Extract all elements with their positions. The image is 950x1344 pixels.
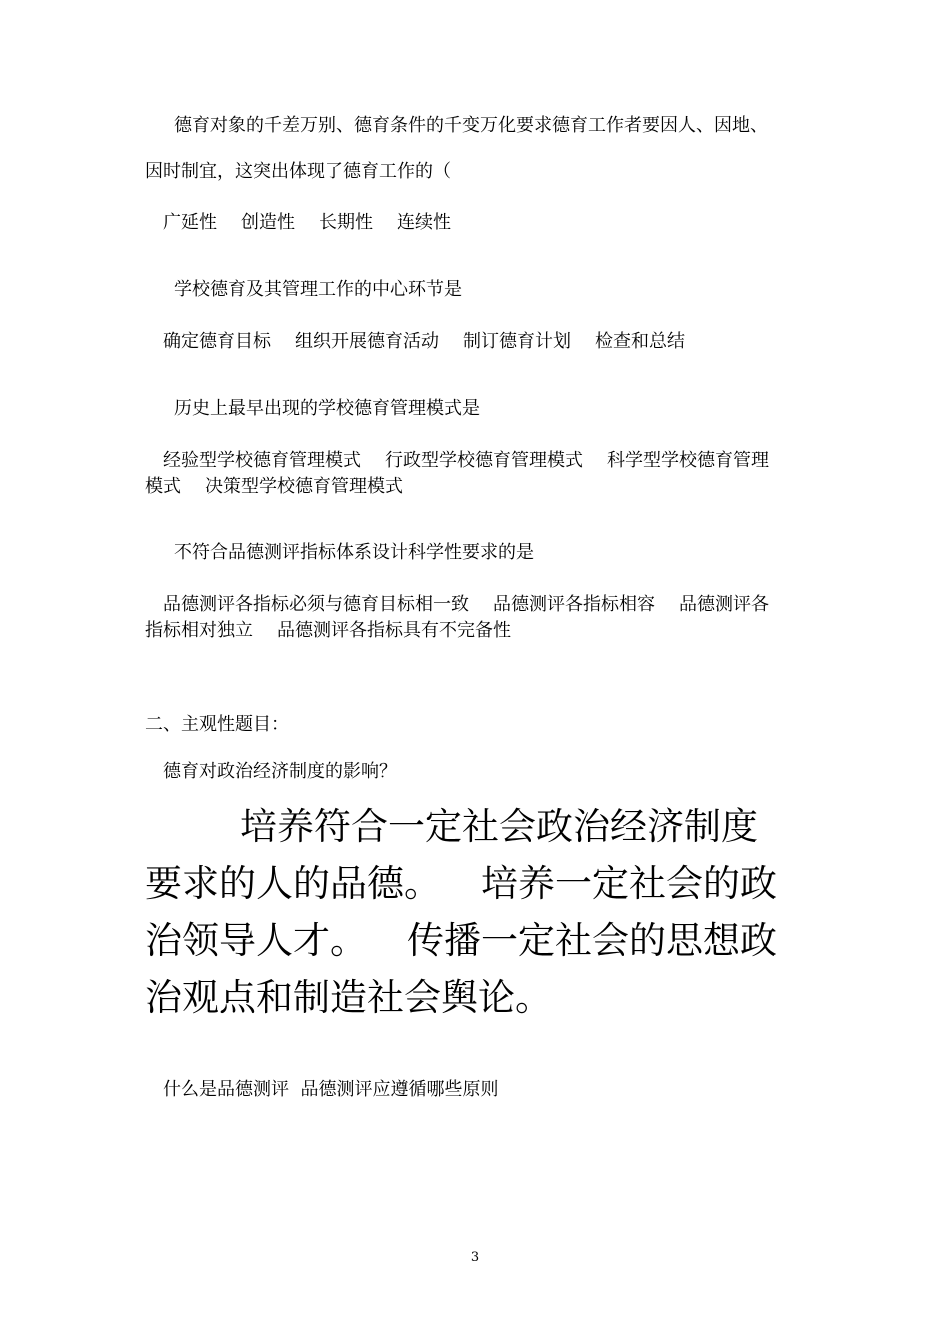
question-1-options [163, 209, 475, 237]
section-2-heading: 二、主观性题目： [145, 714, 289, 735]
subjective-question-2: 什么是品德测评 品德测评应遵循哪些原则 [163, 1079, 499, 1100]
question-3-stem: 历史上最早出现的学校德育管理模式是 [174, 398, 480, 419]
question-4-stem: 不符合品德测评指标体系设计科学性要求的是 [174, 542, 534, 563]
question-2-options [163, 328, 709, 356]
option: 决策型学校德育管理模式 [205, 476, 403, 497]
option: 广延性 [163, 212, 217, 233]
option: 组织开展德育活动 [295, 331, 439, 352]
question-4-options-line-1 [163, 591, 769, 619]
answer-line [145, 798, 777, 855]
subjective-question-1: 德育对政治经济制度的影响？ [163, 761, 397, 782]
answer-line [145, 855, 777, 912]
question-3-options-line-2 [145, 473, 403, 501]
answer-line [145, 969, 777, 1026]
question-3-options-line-1 [163, 447, 769, 475]
option: 创造性 [241, 212, 295, 233]
option: 检查和总结 [595, 331, 685, 352]
option: 品德测评各指标必须与德育目标相一致 [163, 594, 469, 615]
question-4-options-line-2 [145, 617, 511, 645]
answer-text: 传播一定社会的思想政 [407, 919, 777, 962]
answer-text: 培养符合一定社会政治经济制度 [240, 805, 758, 848]
answer-text: 治观点和制造社会舆论。 [145, 976, 552, 1019]
option: 模式 [145, 476, 181, 497]
answer-line [145, 912, 777, 969]
option: 连续性 [397, 212, 451, 233]
option: 行政型学校德育管理模式 [385, 450, 583, 471]
option: 长期性 [319, 212, 373, 233]
option: 品德测评各指标具有不完备性 [277, 620, 511, 641]
answer-text: 治领导人才。 [145, 919, 367, 962]
answer-text: 要求的人的品德。 [145, 862, 441, 905]
option: 品德测评各指标相容 [493, 594, 655, 615]
answer-block [145, 798, 777, 1026]
question-2-stem: 学校德育及其管理工作的中心环节是 [174, 279, 462, 300]
question-1-stem-line-2: 因时制宜，这突出体现了德育工作的（ [145, 161, 451, 182]
option: 品德测评各 [679, 594, 769, 615]
option: 经验型学校德育管理模式 [163, 450, 361, 471]
answer-text: 培养一定社会的政 [481, 862, 777, 905]
option: 科学型学校德育管理 [607, 450, 769, 471]
question-1-stem-line-1: 德育对象的千差万别、德育条件的千变万化要求德育工作者要因人、因地、 [174, 115, 768, 136]
option: 确定德育目标 [163, 331, 271, 352]
option: 制订德育计划 [463, 331, 571, 352]
option: 指标相对独立 [145, 620, 253, 641]
page-number: 3 [470, 1250, 480, 1265]
